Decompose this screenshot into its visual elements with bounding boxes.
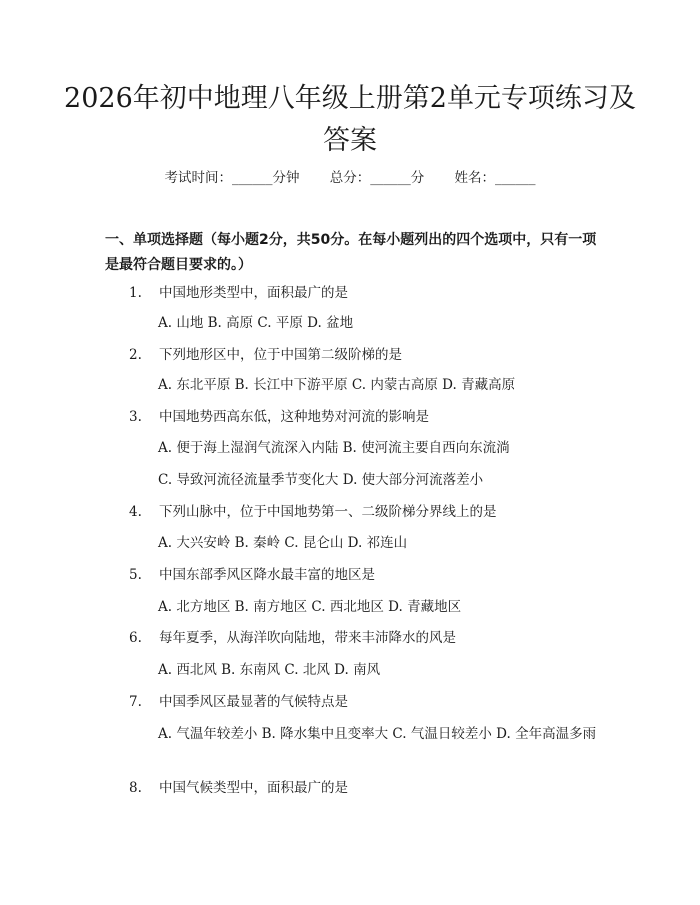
question-text: 中国东部季风区降水最丰富的地区是: [159, 567, 375, 583]
question-number: 2.: [129, 347, 142, 363]
exam-meta: [0, 168, 700, 188]
question-number: 1.: [129, 285, 142, 301]
question-text: 中国气候类型中，面积最广的是: [159, 780, 348, 796]
document-title: 2026年初中地理八年级上册第2单元专项练习及答案: [64, 83, 636, 156]
question-text: 每年夏季，从海洋吹向陆地，带来丰沛降水的风是: [159, 630, 456, 646]
question-1: [129, 283, 599, 303]
question-options: A. 西北风 B. 东南风 C. 北风 D. 南风: [158, 662, 381, 678]
question-2: [129, 345, 599, 365]
section-heading: 一、单项选择题（每小题2分，共50分。在每小题列出的四个选项中，只有一项是最符合题目要求的。）: [105, 232, 597, 273]
question-text: 中国地势西高东低，这种地势对河流的影响是: [159, 409, 429, 425]
question-number: 6.: [129, 630, 142, 646]
exam-time-field: 考试时间：______分钟: [164, 170, 300, 186]
question-text: 中国季风区最显著的气候特点是: [159, 694, 348, 710]
question-options: A. 气温年较差小 B. 降水集中且变率大 C. 气温日较差小 D. 全年高温多雨: [158, 726, 597, 742]
question-text: 中国地形类型中，面积最广的是: [159, 285, 348, 301]
student-name-field: 姓名：______: [454, 170, 536, 186]
question-options: A. 便于海上湿润气流深入内陆 B. 使河流主要自西向东流淌: [158, 440, 510, 456]
question-text: 下列地形区中，位于中国第二级阶梯的是: [159, 347, 402, 363]
question-options: A. 北方地区 B. 南方地区 C. 西北地区 D. 青藏地区: [158, 599, 462, 615]
question-number: 7.: [129, 694, 142, 710]
question-4: [129, 502, 599, 522]
total-score-field: 总分：______分: [329, 170, 425, 186]
question-options: A. 山地 B. 高原 C. 平原 D. 盆地: [158, 315, 354, 331]
question-number: 3.: [129, 409, 142, 425]
question-3: [129, 407, 599, 427]
question-number: 4.: [129, 504, 142, 520]
question-options: A. 东北平原 B. 长江中下游平原 C. 内蒙古高原 D. 青藏高原: [158, 377, 516, 393]
question-options: A. 大兴安岭 B. 秦岭 C. 昆仑山 D. 祁连山: [158, 535, 408, 551]
question-8: [129, 778, 599, 798]
question-7: [129, 692, 599, 712]
question-number: 5.: [129, 567, 142, 583]
question-6: [129, 628, 599, 648]
question-text: 下列山脉中，位于中国地势第一、二级阶梯分界线上的是: [159, 504, 497, 520]
question-options: C. 导致河流径流量季节变化大 D. 使大部分河流落差小: [158, 472, 484, 488]
question-number: 8.: [129, 780, 142, 796]
question-5: [129, 565, 599, 585]
